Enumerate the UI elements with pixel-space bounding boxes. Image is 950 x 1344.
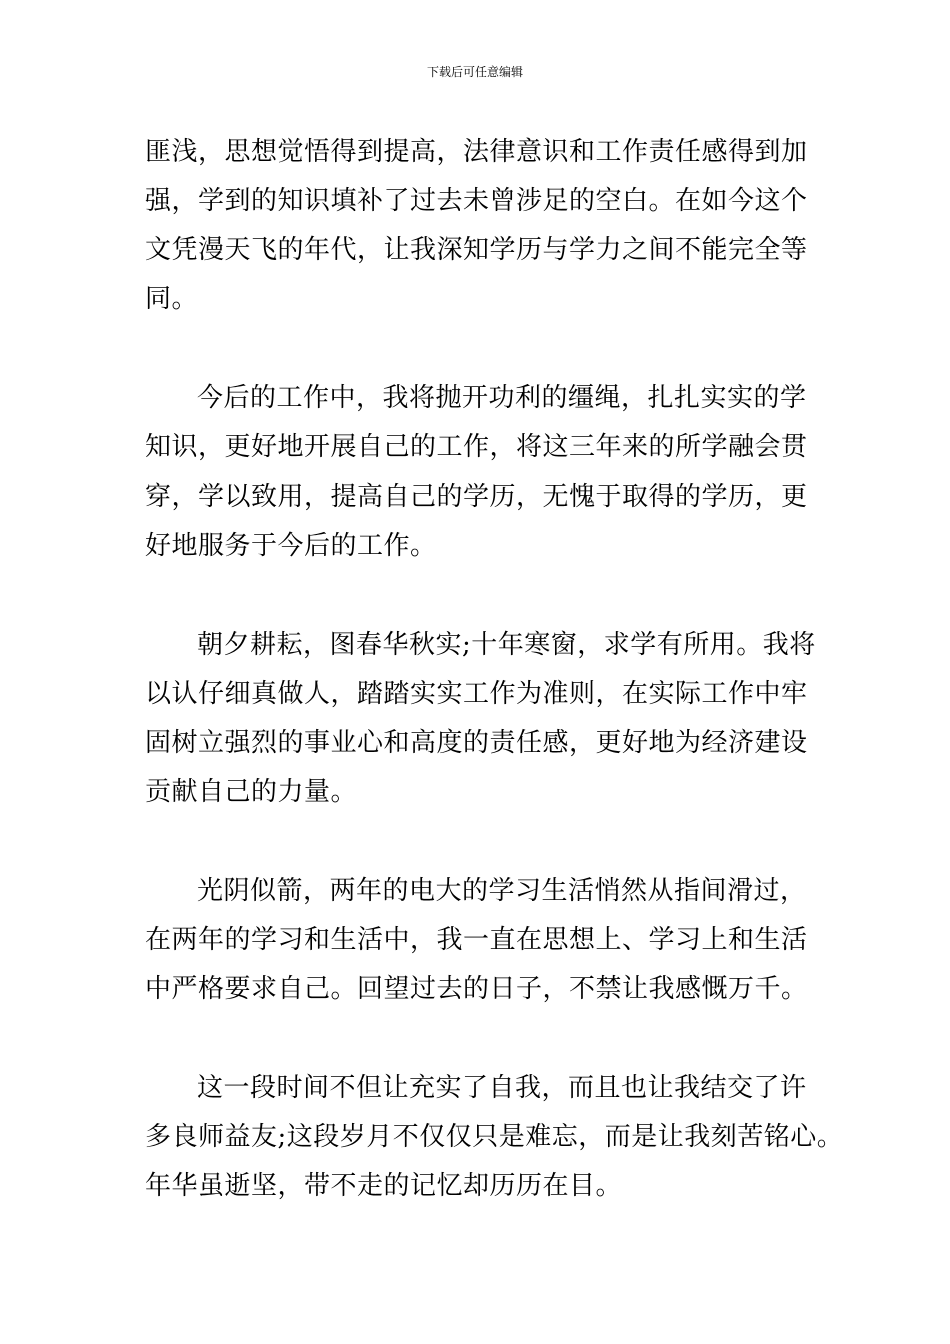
paragraph-line: 好地服务于今后的工作。: [145, 531, 437, 561]
paragraph-line: 年华虽逝坚，带不走的记忆却历历在目。: [145, 1171, 623, 1201]
paragraph-line: 这一段时间不但让充实了自我，而且也让我结交了许: [197, 1073, 807, 1103]
paragraph-line: 中严格要求自己。回望过去的日子，不禁让我感慨万千。: [145, 974, 808, 1004]
paragraph-line: 固树立强烈的事业心和高度的责任感，更好地为经济建设: [145, 728, 808, 758]
paragraph-line: 文凭漫天飞的年代，让我深知学历与学力之间不能完全等: [145, 235, 808, 265]
paragraph-line: 今后的工作中，我将抛开功利的缰绳，扎扎实实的学: [197, 383, 807, 413]
paragraph-line: 在两年的学习和生活中，我一直在思想上、学习上和生活: [145, 925, 808, 955]
paragraph-line: 光阴似箭，两年的电大的学习生活悄然从指间滑过，: [197, 876, 807, 906]
paragraph-line: 同。: [145, 284, 199, 314]
paragraph-line: 知识，更好地开展自己的工作，将这三年来的所学融会贯: [145, 432, 808, 462]
paragraph-line: 以认仔细真做人，踏踏实实工作为准则，在实际工作中牢: [145, 679, 808, 709]
paragraph-line: 匪浅，思想觉悟得到提高，法律意识和工作责任感得到加: [145, 137, 808, 167]
paragraph-line: 朝夕耕耘，图春华秋实;十年寒窗，求学有所用。我将: [197, 630, 816, 660]
paragraph-line: 穿，学以致用，提高自己的学历，无愧于取得的学历，更: [145, 482, 808, 512]
paragraph-line: 多良师益友;这段岁月不仅仅只是难忘，而是让我刻苦铭心。: [145, 1122, 844, 1152]
header-note: 下载后可任意编辑: [426, 65, 523, 79]
paragraph-line: 强，学到的知识填补了过去未曾涉足的空白。在如今这个: [145, 186, 808, 216]
paragraph-line: 贡献自己的力量。: [145, 777, 358, 807]
